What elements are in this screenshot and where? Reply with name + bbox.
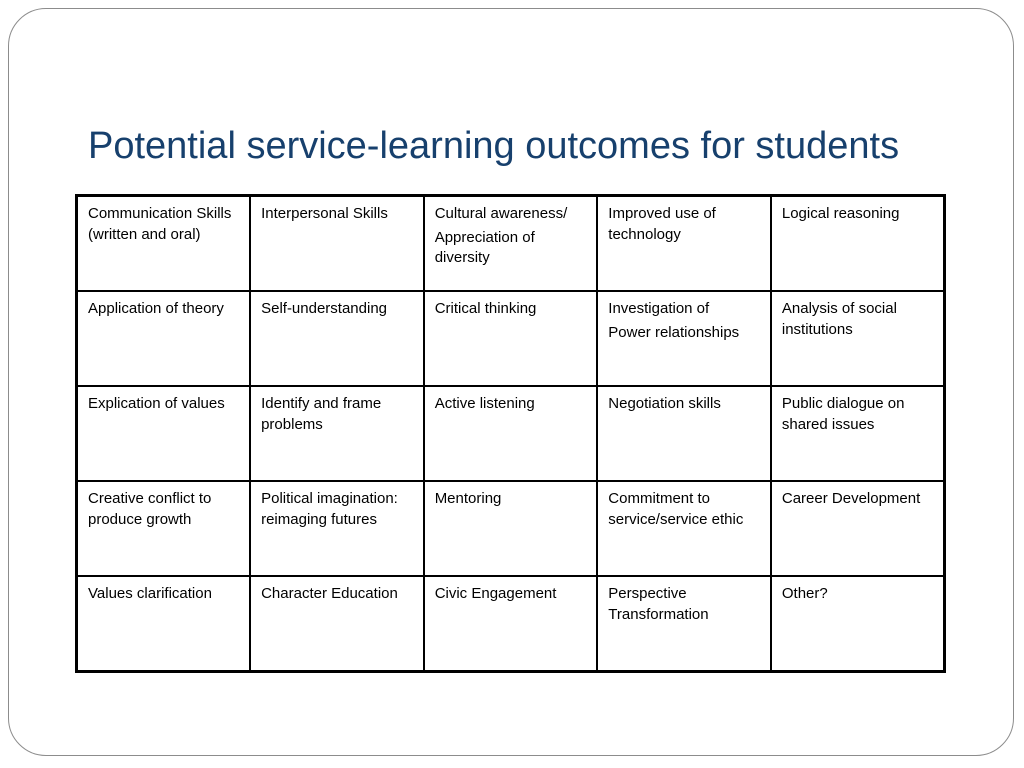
cell-text: Analysis of social institutions [781, 300, 897, 338]
table-cell [424, 576, 598, 672]
table-cell [771, 481, 945, 576]
slide-title: Potential service-learning outcomes for students [88, 125, 900, 167]
cell-text: Perspective Transformation [608, 585, 709, 623]
table-cell [424, 291, 598, 386]
cell-text: Power relationships [608, 323, 740, 341]
table-cell [771, 291, 945, 386]
table-cell [424, 196, 598, 292]
outcomes-table-body [77, 196, 945, 672]
cell-text: Active listening [434, 395, 535, 412]
cell-text: Identify and frame problems [261, 395, 382, 433]
table-cell [424, 386, 598, 481]
table-cell [250, 196, 424, 292]
cell-text: Career Development [781, 490, 921, 507]
cell-text: Civic Engagement [434, 585, 557, 602]
cell-text: Political imagination: reimaging futures [261, 490, 398, 528]
table-cell [771, 386, 945, 481]
table-cell [597, 291, 771, 386]
cell-text: Self-understanding [261, 300, 388, 317]
cell-text: Public dialogue on shared issues [781, 395, 905, 433]
table-cell [77, 291, 251, 386]
cell-text: Character Education [261, 585, 398, 602]
table-cell [250, 291, 424, 386]
table-row [77, 196, 945, 292]
cell-text: Explication of values [88, 395, 225, 412]
outcomes-table [75, 194, 946, 673]
cell-text: Negotiation skills [608, 395, 721, 412]
table-cell [250, 576, 424, 672]
cell-text: Improved use of technology [608, 205, 716, 243]
cell-text: Appreciation of diversity [434, 228, 535, 266]
table-cell [771, 196, 945, 292]
cell-text: Creative conflict to produce growth [88, 490, 212, 528]
table-row [77, 481, 945, 576]
table-cell [597, 386, 771, 481]
table-row [77, 386, 945, 481]
cell-text: Communication Skills (written and oral) [88, 205, 232, 243]
cell-text: Cultural awareness/ [434, 205, 568, 222]
cell-text: Application of theory [88, 300, 224, 317]
table-cell [597, 481, 771, 576]
cell-text: Commitment to service/service ethic [608, 490, 744, 528]
cell-text: Other? [781, 585, 828, 602]
cell-text: Values clarification [88, 585, 212, 602]
table-row [77, 576, 945, 672]
table-row [77, 291, 945, 386]
table-cell [77, 481, 251, 576]
table-cell [424, 481, 598, 576]
table-cell [771, 576, 945, 672]
table-cell [77, 576, 251, 672]
table-cell [597, 196, 771, 292]
cell-text: Critical thinking [434, 300, 537, 317]
table-cell [597, 576, 771, 672]
cell-text: Mentoring [434, 490, 502, 507]
table-cell [250, 386, 424, 481]
table-cell [77, 196, 251, 292]
table-cell [77, 386, 251, 481]
table-cell [250, 481, 424, 576]
cell-text: Interpersonal Skills [261, 205, 388, 222]
cell-text: Investigation of [608, 300, 710, 317]
cell-text: Logical reasoning [781, 205, 900, 222]
